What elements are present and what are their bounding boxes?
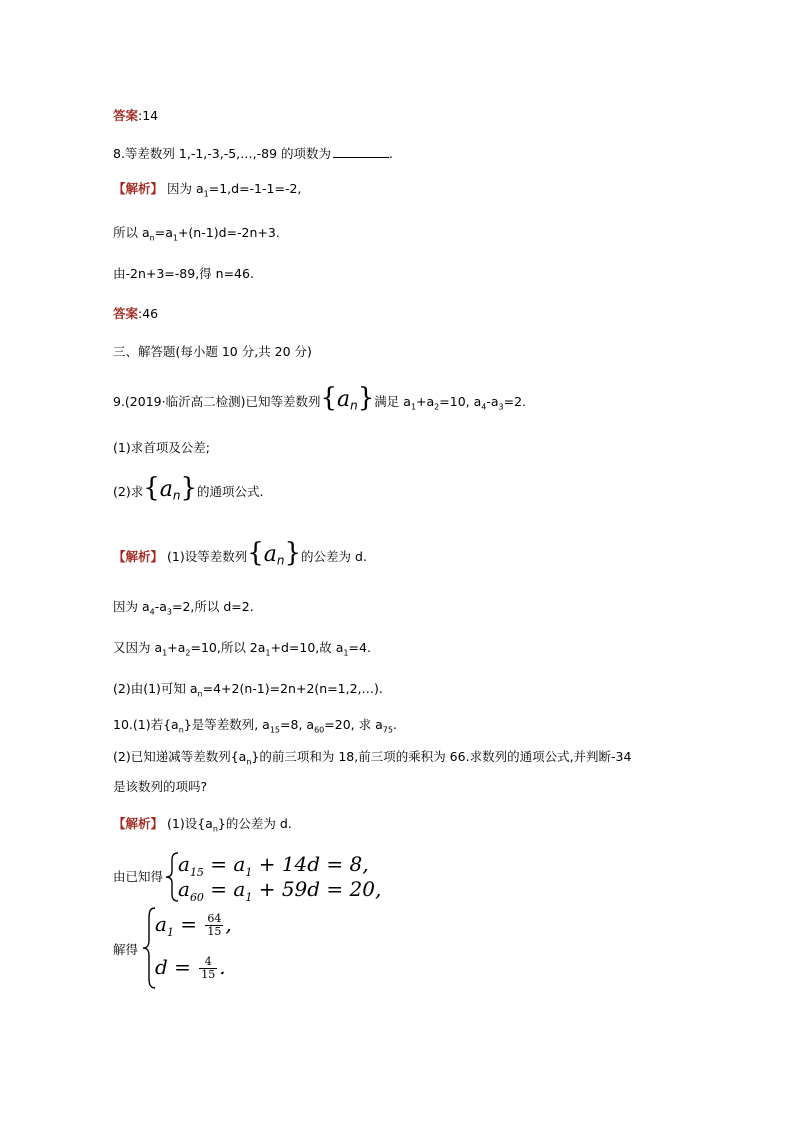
text: 的公差为 d. bbox=[301, 549, 367, 564]
denominator: 15 bbox=[201, 968, 216, 981]
text: =2,所以 d=2. bbox=[172, 599, 254, 614]
text: 由-2n+3=-89,得 n=46. bbox=[113, 266, 254, 281]
math-text: = a bbox=[203, 852, 246, 876]
question-9 bbox=[113, 383, 527, 413]
text: 是该数列的项吗? bbox=[113, 779, 208, 794]
question-8-text: 8.等差数列 1,-1,-3,-5,…,-89 的项数为 bbox=[113, 146, 331, 161]
subquestion bbox=[113, 779, 207, 795]
math-text: , bbox=[225, 912, 232, 936]
text: +a bbox=[416, 394, 435, 409]
subscript: 3 bbox=[498, 402, 504, 412]
equation bbox=[178, 852, 369, 879]
analysis-label: 【解析】 bbox=[113, 181, 164, 196]
text: 的通项公式. bbox=[197, 484, 264, 499]
math-text: + 59d = 20, bbox=[252, 877, 382, 901]
solution-line bbox=[113, 599, 254, 615]
subquestion bbox=[113, 749, 631, 765]
text: =4. bbox=[348, 640, 371, 655]
text: (2)由(1)可知 a bbox=[113, 681, 198, 696]
fraction bbox=[205, 913, 223, 938]
analysis-label: 【解析】 bbox=[113, 549, 164, 564]
text: 又因为 a bbox=[113, 640, 163, 655]
subscript: 1 bbox=[245, 891, 253, 904]
subscript: 3 bbox=[166, 607, 172, 617]
text: =20, 求 a bbox=[324, 717, 383, 732]
subscript: 1 bbox=[162, 648, 168, 658]
subscript: 4 bbox=[149, 607, 155, 617]
section-heading bbox=[113, 344, 312, 360]
text: 9.(2019·临沂高二检测)已知等差数列 bbox=[113, 394, 321, 409]
subscript: 75 bbox=[382, 725, 393, 735]
math-var: a bbox=[155, 912, 167, 936]
text: =1,d=-1-1=-2, bbox=[208, 181, 302, 196]
close-brace: } bbox=[357, 383, 375, 413]
text: =10,所以 2a bbox=[190, 640, 266, 655]
analysis-line bbox=[113, 816, 292, 832]
subscript: n bbox=[172, 488, 181, 503]
text: +d=10,故 a bbox=[270, 640, 344, 655]
text: =10, a bbox=[439, 394, 482, 409]
subscript: 2 bbox=[434, 402, 440, 412]
subscript: n bbox=[197, 689, 203, 699]
text: =4+2(n-1)=2n+2(n=1,2,…). bbox=[202, 681, 383, 696]
text: =8, a bbox=[280, 717, 315, 732]
close-brace: } bbox=[180, 473, 198, 503]
math-text: . bbox=[219, 955, 226, 979]
analysis-label: 【解析】 bbox=[113, 816, 164, 831]
subquestion bbox=[113, 473, 264, 503]
subscript: 1 bbox=[166, 926, 174, 939]
open-brace: { bbox=[143, 473, 160, 503]
math-var: a bbox=[178, 877, 190, 901]
subscript: 2 bbox=[185, 648, 191, 658]
math-text: = bbox=[173, 912, 204, 936]
text: }的公差为 d. bbox=[217, 816, 292, 831]
answer-value: :46 bbox=[138, 306, 159, 321]
subscript: n bbox=[178, 725, 184, 735]
analysis-line bbox=[113, 181, 301, 197]
answer-value: :14 bbox=[138, 108, 159, 123]
text: (2)求 bbox=[113, 484, 144, 499]
solution-line bbox=[113, 225, 280, 241]
system-prefix: 解得 bbox=[113, 942, 139, 957]
answer-label: 答案 bbox=[113, 306, 139, 321]
answer-label: 答案 bbox=[113, 108, 139, 123]
subscript: 1 bbox=[245, 866, 253, 879]
solution-line bbox=[113, 681, 383, 697]
subscript: 1 bbox=[410, 402, 417, 412]
subscript: n bbox=[212, 824, 218, 834]
text: 满足 a bbox=[374, 394, 411, 409]
text: (1)求首项及公差; bbox=[113, 440, 210, 455]
text: (2)已知递减等差数列{a bbox=[113, 749, 247, 764]
subscript: 15 bbox=[189, 866, 204, 879]
math-var: a bbox=[159, 477, 173, 502]
math-var: d = bbox=[155, 955, 198, 979]
subscript: n bbox=[350, 398, 358, 413]
text: =2. bbox=[503, 394, 527, 409]
math-var: a bbox=[263, 542, 277, 567]
subscript: 15 bbox=[269, 725, 281, 735]
close-brace: } bbox=[284, 538, 302, 568]
subscript: n bbox=[246, 757, 252, 767]
text: (1)设等差数列 bbox=[167, 549, 248, 564]
text: +(n-1)d=-2n+3. bbox=[177, 225, 280, 240]
numerator: 64 bbox=[207, 912, 222, 925]
text: (1)设{a bbox=[167, 816, 213, 831]
question-8 bbox=[113, 145, 393, 162]
math-var: a bbox=[337, 387, 351, 412]
open-brace: { bbox=[247, 538, 264, 568]
subscript: 60 bbox=[189, 891, 204, 904]
equation bbox=[155, 912, 232, 938]
text: 所以 a bbox=[113, 225, 150, 240]
denominator: 15 bbox=[207, 925, 222, 938]
text: }是等差数列, a bbox=[183, 717, 270, 732]
equation bbox=[178, 877, 382, 904]
section-heading-text: 三、解答题(每小题 10 分,共 20 分) bbox=[113, 344, 312, 359]
text: -a bbox=[486, 394, 499, 409]
math-var: a bbox=[178, 852, 190, 876]
equation bbox=[155, 955, 226, 981]
subscript: n bbox=[149, 233, 155, 243]
subquestion bbox=[113, 440, 210, 456]
fraction bbox=[199, 956, 217, 981]
subscript: 1 bbox=[343, 648, 349, 658]
text: -a bbox=[154, 599, 167, 614]
text: }的前三项和为 18,前三项的乘积为 66.求数列的通项公式,并判断-34 bbox=[251, 749, 632, 764]
math-text: = a bbox=[203, 877, 246, 901]
analysis-line bbox=[113, 538, 367, 568]
subscript: 1 bbox=[203, 189, 209, 199]
system-prefix: 由已知得 bbox=[113, 869, 164, 884]
subscript: 60 bbox=[314, 725, 325, 735]
text: . bbox=[392, 717, 397, 732]
open-brace: { bbox=[320, 383, 338, 413]
text: =a bbox=[154, 225, 173, 240]
text: 因为 a bbox=[167, 181, 204, 196]
subscript: 1 bbox=[172, 233, 178, 243]
solution-line bbox=[113, 266, 254, 282]
question-10 bbox=[113, 717, 397, 733]
fill-blank bbox=[333, 145, 389, 158]
math-text: + 14d = 8, bbox=[252, 852, 369, 876]
text: +a bbox=[167, 640, 186, 655]
subscript: 1 bbox=[265, 648, 271, 658]
answer-line bbox=[113, 108, 158, 124]
text: 因为 a bbox=[113, 599, 150, 614]
solution-line bbox=[113, 640, 371, 656]
subscript: n bbox=[276, 553, 285, 568]
text: 10.(1)若{a bbox=[113, 717, 179, 732]
numerator: 4 bbox=[199, 956, 217, 969]
answer-line bbox=[113, 306, 158, 322]
question-8-end: . bbox=[389, 146, 393, 161]
subscript: 4 bbox=[481, 402, 487, 412]
